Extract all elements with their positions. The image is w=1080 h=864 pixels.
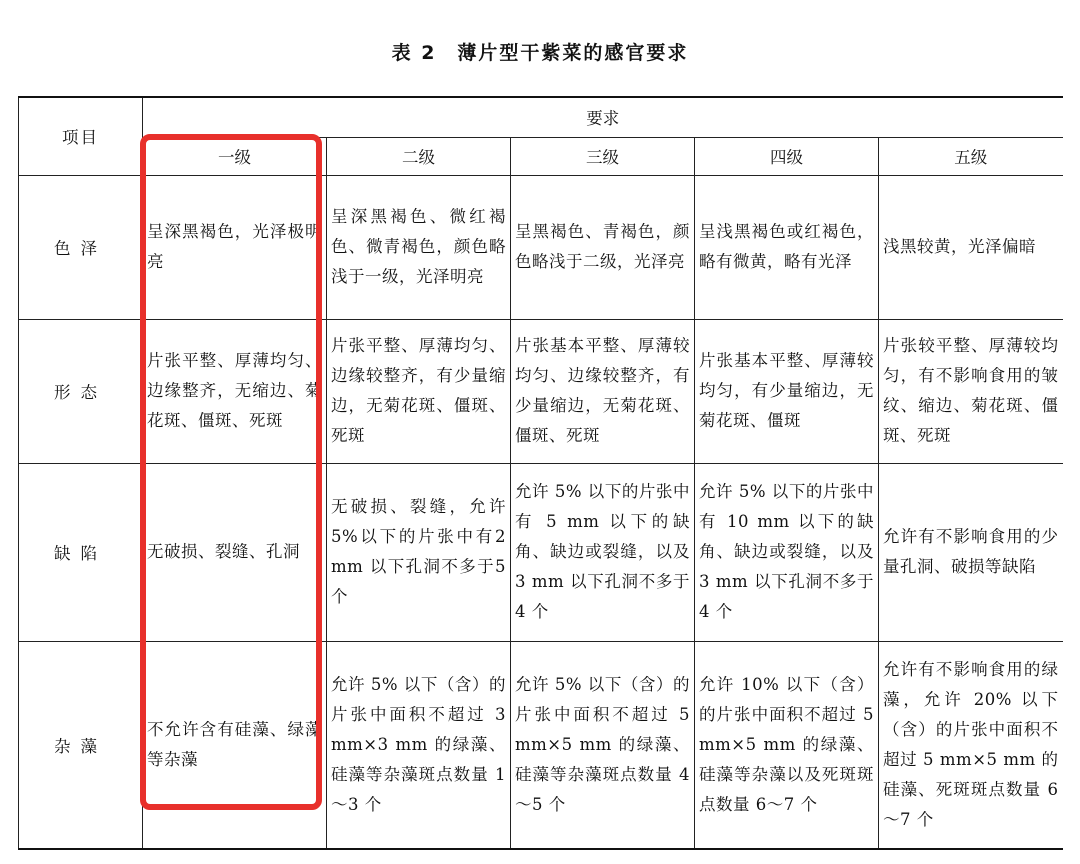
row-label-color: 色泽 [19,175,143,319]
cell-color-grade-1: 呈深黑褐色，光泽极明亮 [143,175,327,319]
cell-color-grade-3: 呈黑褐色、青褐色，颜色略浅于二级，光泽亮 [511,175,695,319]
table-row-defect [19,463,1063,641]
grade-header-row [19,137,1063,175]
cell-defect-grade-2: 无破损、裂缝，允许5%以下的片张中有2 mm 以下孔洞不多于5个 [327,463,511,641]
cell-algae-grade-2: 允许 5% 以下（含）的片张中面积不超过 3 mm×3 mm 的绿藻、硅藻等杂藻斑点数量 1～3 个 [327,641,511,849]
cell-algae-grade-1: 不允许含有硅藻、绿藻等杂藻 [143,641,327,849]
cell-form-grade-1: 片张平整、厚薄均匀、边缘整齐，无缩边、菊花斑、僵斑、死斑 [143,319,327,463]
cell-defect-grade-4: 允许 5% 以下的片张中有 10 mm 以下的缺角、缺边或裂缝，以及 3 mm 以下孔洞不多于 4 个 [695,463,879,641]
sensory-requirements-table [18,96,1063,850]
cell-algae-grade-4: 允许 10% 以下（含）的片张中面积不超过 5 mm×5 mm 的绿藻、硅藻等杂藻以及死斑斑点数量 6～7 个 [695,641,879,849]
table-row-form [19,319,1063,463]
grade-header-1: 一级 [143,137,327,175]
grade-header-4: 四级 [695,137,879,175]
cell-color-grade-5: 浅黑较黄，光泽偏暗 [879,175,1063,319]
cell-color-grade-4: 呈浅黑褐色或红褐色，略有微黄，略有光泽 [695,175,879,319]
cell-color-grade-2: 呈深黑褐色、微红褐色、微青褐色，颜色略浅于一级，光泽明亮 [327,175,511,319]
row-label-defect: 缺陷 [19,463,143,641]
grade-header-5: 五级 [879,137,1063,175]
row-label-algae: 杂藻 [19,641,143,849]
cell-form-grade-4: 片张基本平整、厚薄较均匀，有少量缩边，无菊花斑、僵斑 [695,319,879,463]
cell-form-grade-3: 片张基本平整、厚薄较均匀、边缘较整齐，有少量缩边，无菊花斑、僵斑、死斑 [511,319,695,463]
cell-defect-grade-1: 无破损、裂缝、孔洞 [143,463,327,641]
cell-form-grade-2: 片张平整、厚薄均匀、边缘较整齐，有少量缩边，无菊花斑、僵斑、死斑 [327,319,511,463]
table-row-color [19,175,1063,319]
grade-header-3: 三级 [511,137,695,175]
requirement-header: 要求 [143,97,1063,137]
table-title: 表 2 薄片型干紫菜的感官要求 [391,42,689,64]
table-row-algae [19,641,1063,849]
cell-defect-grade-3: 允许 5% 以下的片张中有 5 mm 以下的缺角、缺边或裂缝，以及 3 mm 以下孔洞不多于 4 个 [511,463,695,641]
cell-defect-grade-5: 允许有不影响食用的少量孔洞、破损等缺陷 [879,463,1063,641]
cell-algae-grade-3: 允许 5% 以下（含）的片张中面积不超过 5 mm×5 mm 的绿藻、硅藻等杂藻斑点数量 4～5 个 [511,641,695,849]
row-label-form: 形态 [19,319,143,463]
header-row-1 [19,97,1063,137]
cell-form-grade-5: 片张较平整、厚薄较均匀，有不影响食用的皱纹、缩边、菊花斑、僵斑、死斑 [879,319,1063,463]
item-column-header: 项目 [19,97,143,175]
cell-algae-grade-5: 允许有不影响食用的绿藻，允许 20% 以下（含）的片张中面积不超过 5 mm×5 mm 的硅藻、死斑斑点数量 6～7 个 [879,641,1063,849]
grade-header-2: 二级 [327,137,511,175]
